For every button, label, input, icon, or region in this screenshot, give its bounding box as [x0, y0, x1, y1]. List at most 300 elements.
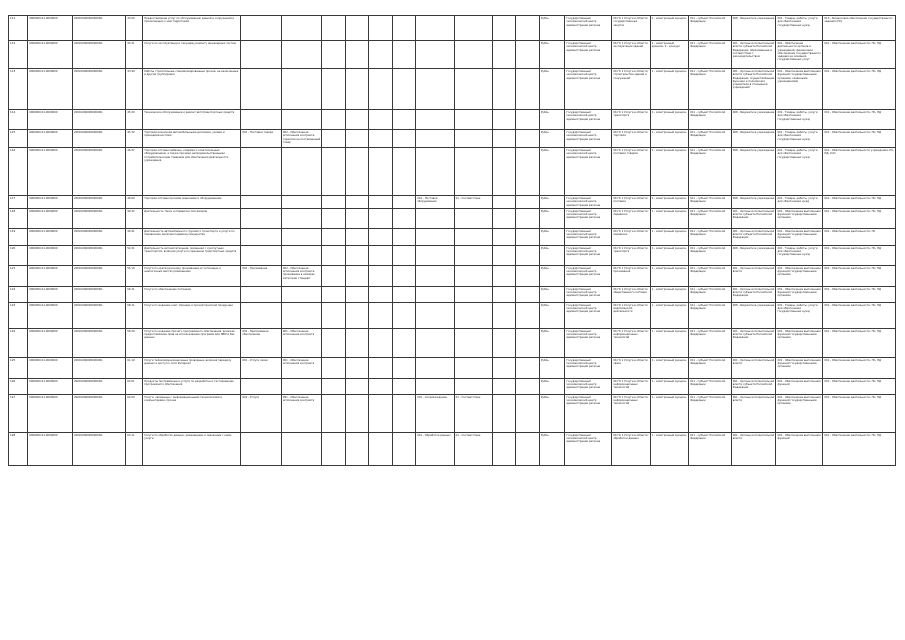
cell-c4 — [392, 16, 415, 41]
cell-form: 1 - электронный аукцион — [650, 148, 688, 196]
table-row — [9, 196, 896, 209]
cell-rule: 06 ГК 1 Услуги в области информационных технологий — [612, 378, 650, 394]
cell-src: Государственный экономический центр администрации региона — [565, 69, 612, 110]
cell-c4 — [392, 41, 415, 69]
cell-type: 001 - Органы исполнительной власти — [731, 432, 776, 465]
cell-c7 — [492, 208, 515, 228]
cell-note: 001 - Обеспечение деятельности учреждения, ПС, НД, 0,01 — [823, 148, 896, 196]
cell-name: Торговля оптовая мебелью, коврами и осветительным оборудованием, а также прочими непродовольственными потребительскими товарами для обеспечения деятельности учреждения — [143, 148, 241, 196]
cell-name: Услуги, связанные с информационными технологиями и компьютерами, прочие — [143, 394, 241, 432]
cell-form: 1 - электронный аукцион — [650, 110, 688, 130]
cell-c3 — [369, 208, 392, 228]
cell-id: 0000000-01-0000000 — [28, 110, 73, 130]
cell-c4 — [392, 148, 415, 196]
cell-c5 — [416, 130, 454, 148]
cell-name: Техническое обслуживание и ремонт автотранспортных средств — [143, 110, 241, 130]
cell-cond — [281, 378, 322, 394]
cell-note: 001 - Обеспечение деятельности, ПС, НД — [823, 69, 896, 110]
cell-c3 — [369, 16, 392, 41]
cell-c5 — [416, 16, 454, 41]
cell-name: Работы строительные специализированные прочие, не включенные в другие группировки — [143, 69, 241, 110]
cell-cond — [281, 196, 322, 209]
cell-c2 — [345, 245, 368, 265]
table-row — [9, 302, 896, 328]
cell-res: 001 - Обеспечение выполнения функций государственными органами — [776, 286, 823, 302]
cell-org: 011 - субъект Российской Федерации — [689, 302, 732, 328]
cell-req — [241, 69, 282, 110]
cell-code: 58.11 — [126, 302, 143, 328]
cell-c6 — [454, 41, 492, 69]
cell-form: 1 - электронный аукцион — [650, 208, 688, 228]
cell-ikz: 20001000000000000- — [72, 265, 125, 286]
cell-c1 — [322, 110, 345, 130]
cell-c4 — [392, 286, 415, 302]
cell-c6 — [454, 208, 492, 228]
cell-n: 128 — [9, 432, 28, 465]
cell-id: 0000000-01-0000000 — [28, 148, 73, 196]
cell-note: 001 - Обеспечение деятельности, ПС, НД — [823, 265, 896, 286]
cell-n: 122 — [9, 286, 28, 302]
cell-name: Услуги телекоммуникационные проводные, включая передачу данных и доступ к сети Интернет — [143, 357, 241, 378]
cell-name: Торговля оптовая прочими машинами и оборудованием — [143, 196, 241, 209]
cell-code: 46.47 — [126, 148, 143, 196]
cell-res: 001 - Обеспечение выполнения функций государственными органами — [776, 357, 823, 378]
cell-c4 — [392, 228, 415, 245]
cell-c1 — [322, 357, 345, 378]
cell-c7 — [492, 69, 515, 110]
cell-org: 011 - субъект Российской Федерации — [689, 286, 732, 302]
cell-c5: 001 - Сопровождение — [416, 394, 454, 432]
cell-c3 — [369, 228, 392, 245]
cell-code: 58.29 — [126, 328, 143, 357]
cell-c2 — [345, 286, 368, 302]
cell-cond — [281, 245, 322, 265]
cell-unit: Рубль — [539, 394, 565, 432]
table-row — [9, 228, 896, 245]
cell-code: 43.21 — [126, 41, 143, 69]
cell-unit: Рубль — [539, 265, 565, 286]
cell-c7 — [492, 196, 515, 209]
cell-type: 001 - Органы исполнительной власти субъекта Российской Федерации — [731, 286, 776, 302]
cell-name: Услуги по обеспечению питанием — [143, 286, 241, 302]
cell-cond — [281, 286, 322, 302]
cell-form: 1 - электронный аукцион — [650, 69, 688, 110]
cell-ikz: 20001000000000000- — [72, 328, 125, 357]
cell-unit: Рубль — [539, 432, 565, 465]
cell-src: Государственный экономический центр администрации региона — [565, 110, 612, 130]
cell-id: 0000000-01-0000000 — [28, 378, 73, 394]
cell-id: 0000000-01-0000000 — [28, 394, 73, 432]
cell-c4 — [392, 110, 415, 130]
cell-unit: Рубль — [539, 328, 565, 357]
cell-rule: 06 ГК 1 Услуги в области информационных технологий — [612, 394, 650, 432]
cell-ikz: 20001000000000000- — [72, 110, 125, 130]
cell-c2 — [345, 110, 368, 130]
cell-c8 — [516, 130, 539, 148]
cell-c3 — [369, 265, 392, 286]
cell-c7 — [492, 130, 515, 148]
cell-c7 — [492, 41, 515, 69]
cell-c3 — [369, 148, 392, 196]
cell-res: 001 - Товары, работы, услуги для обеспечения нужд — [776, 196, 823, 209]
cell-c7 — [492, 432, 515, 465]
cell-unit: Рубль — [539, 41, 565, 69]
cell-note: 001 - Обеспечение деятельности, ПС, НД — [823, 357, 896, 378]
cell-c6 — [454, 286, 492, 302]
cell-form: 1 - электронный аукцион, 2 - конкурс — [650, 41, 688, 69]
cell-note: 001 - Обеспечение деятельности, ПС, НД — [823, 328, 896, 357]
cell-c5 — [416, 357, 454, 378]
cell-c8 — [516, 69, 539, 110]
cell-n: 115 — [9, 130, 28, 148]
cell-c6 — [454, 378, 492, 394]
cell-c1 — [322, 148, 345, 196]
cell-unit: Рубль — [539, 228, 565, 245]
cell-org: 011 - субъект Российской Федерации — [689, 245, 732, 265]
cell-id: 0000000-01-0000000 — [28, 432, 73, 465]
cell-rule: 06 ГК 1 Услуги в области поставки товаров — [612, 148, 650, 196]
cell-res: 001 - Обеспечение выполнения функций государственными органами — [776, 228, 823, 245]
cell-note: 001 - Обеспечение деятельности, ПС, НД — [823, 208, 896, 228]
cell-id: 0000000-01-0000000 — [28, 196, 73, 209]
cell-c4 — [392, 432, 415, 465]
cell-c4 — [392, 265, 415, 286]
cell-type: 008 - Бюджетное учреждение — [731, 148, 776, 196]
cell-org: 011 - субъект Российской Федерации — [689, 394, 732, 432]
cell-c6 — [454, 110, 492, 130]
cell-id: 0000000-01-0000000 — [28, 302, 73, 328]
cell-c1 — [322, 265, 345, 286]
cell-c4 — [392, 196, 415, 209]
cell-c1 — [322, 378, 345, 394]
cell-type: 001 - Органы исполнительной власти — [731, 394, 776, 432]
cell-form: 1 - электронный аукцион — [650, 130, 688, 148]
cell-c7 — [492, 394, 515, 432]
cell-c2 — [345, 130, 368, 148]
table-row — [9, 394, 896, 432]
cell-cond: 002 - Обеспечение исполнения контракта, проживание в номерах категории стандарт — [281, 265, 322, 286]
cell-ikz: 20001000000000000- — [72, 228, 125, 245]
cell-type: 008 - Бюджетное учреждение — [731, 110, 776, 130]
cell-src: Государственный экономический центр администрации региона — [565, 228, 612, 245]
cell-req — [241, 286, 282, 302]
cell-c8 — [516, 16, 539, 41]
cell-code: 52.21 — [126, 245, 143, 265]
table-row — [9, 286, 896, 302]
cell-c6 — [454, 16, 492, 41]
cell-cond — [281, 148, 322, 196]
cell-n: 118 — [9, 208, 28, 228]
cell-c7 — [492, 357, 515, 378]
cell-code: 46.69 — [126, 196, 143, 209]
table-row — [9, 208, 896, 228]
cell-org: 011 - субъект Российской Федерации — [689, 378, 732, 394]
cell-id: 0000000-01-0000000 — [28, 69, 73, 110]
cell-c5 — [416, 41, 454, 69]
cell-id: 0000000-01-0000000 — [28, 328, 73, 357]
cell-name: Деятельность вспомогательная, связанная с сухопутным транспортом, включая услуги по хранению транспортных средств — [143, 245, 241, 265]
cell-form: 1 - электронный аукцион — [650, 328, 688, 357]
table-row — [9, 130, 896, 148]
table-row — [9, 432, 896, 465]
cell-form: 1 - электронный аукцион — [650, 228, 688, 245]
cell-c6 — [454, 265, 492, 286]
cell-form: 1 - электронный аукцион — [650, 196, 688, 209]
cell-c6 — [454, 130, 492, 148]
cell-res: 001 - Обеспечение выполнения функций государственными органами — [776, 265, 823, 286]
cell-id: 0000000-01-0000000 — [28, 228, 73, 245]
cell-n: 117 — [9, 196, 28, 209]
cell-c6 — [454, 228, 492, 245]
cell-c3 — [369, 41, 392, 69]
cell-rule: 06 ГК 1 Услуги в области поставки — [612, 196, 650, 209]
cell-type: 001 - Органы исполнительной власти субъекта Российской Федерации, образованные в соответствии с законодательством — [731, 41, 776, 69]
cell-code: 62.09 — [126, 394, 143, 432]
cell-res: 001 - Товары, работы, услуги для обеспечения государственных нужд — [776, 110, 823, 130]
cell-c6 — [454, 302, 492, 328]
cell-src: Государственный экономический центр администрации региона — [565, 16, 612, 41]
cell-name: Услуги по изданию книг, брошюр и прочей печатной продукции — [143, 302, 241, 328]
cell-src: Государственный экономический центр администрации региона — [565, 328, 612, 357]
cell-res: 001 - Товары, работы, услуги для обеспечения государственных нужд — [776, 16, 823, 41]
cell-c3 — [369, 432, 392, 465]
cell-c5 — [416, 265, 454, 286]
cell-note: 001 - Обеспечение деятельности, ПС, НД — [823, 378, 896, 394]
cell-name: Предоставление услуг по обслуживанию зданий и сооружений и прилегающих к ним территорий — [143, 16, 241, 41]
cell-src: Государственный экономический центр администрации региона — [565, 265, 612, 286]
cell-c1 — [322, 196, 345, 209]
procurement-register-table — [8, 15, 896, 466]
cell-rule: 06 ГК 1 Услуги в области связи — [612, 357, 650, 378]
cell-type: 001 - Органы исполнительной власти субъекта Российской Федерации — [731, 208, 776, 228]
cell-code: 43.99 — [126, 69, 143, 110]
cell-res: 001 - Обеспечение выполнения функций — [776, 432, 823, 465]
cell-c1 — [322, 286, 345, 302]
cell-src: Государственный экономический центр администрации региона — [565, 245, 612, 265]
cell-org: 011 - субъект Российской Федерации — [689, 208, 732, 228]
cell-note: 001 - Обеспечение деятельности, ПС, НД — [823, 41, 896, 69]
cell-c8 — [516, 208, 539, 228]
cell-src: Государственный экономический центр администрации региона — [565, 357, 612, 378]
cell-rule: 06 ГК 1 Услуги в области транспорта — [612, 245, 650, 265]
cell-note: 001 - Обеспечение деятельности, ПС, НД — [823, 394, 896, 432]
cell-code: 49.41 — [126, 228, 143, 245]
cell-res: 001 - Товары, работы, услуги для обеспечения государственных нужд — [776, 148, 823, 196]
cell-c2 — [345, 148, 368, 196]
cell-c5: 001 - Обработка данных — [416, 432, 454, 465]
cell-rule: 06 ГК 1 Услуги в области издательской деятельности — [612, 302, 650, 328]
cell-type: 008 - Бюджетное учреждение — [731, 16, 776, 41]
cell-c6: 01 - Соответствие — [454, 196, 492, 209]
cell-c6 — [454, 245, 492, 265]
table-row — [9, 265, 896, 286]
cell-res: 001 - Товары, работы, услуги для обеспечения государственных нужд — [776, 302, 823, 328]
cell-c5 — [416, 302, 454, 328]
cell-code: 56.21 — [126, 286, 143, 302]
cell-ikz: 20001000000000000- — [72, 302, 125, 328]
cell-c1 — [322, 228, 345, 245]
cell-n: 114 — [9, 110, 28, 130]
cell-code: 45.32 — [126, 130, 143, 148]
cell-c7 — [492, 265, 515, 286]
cell-unit: Рубль — [539, 196, 565, 209]
cell-c3 — [369, 328, 392, 357]
cell-src: Государственный экономический центр администрации региона — [565, 432, 612, 465]
cell-c2 — [345, 228, 368, 245]
cell-c8 — [516, 394, 539, 432]
cell-ikz: 20001000000000000- — [72, 69, 125, 110]
cell-n: 113 — [9, 69, 28, 110]
cell-c4 — [392, 328, 415, 357]
cell-req — [241, 302, 282, 328]
cell-res: 001 - Обеспечение выполнения функций — [776, 378, 823, 394]
cell-id: 0000000-01-0000000 — [28, 245, 73, 265]
cell-form: 1 - электронный аукцион — [650, 245, 688, 265]
cell-unit: Рубль — [539, 208, 565, 228]
cell-unit: Рубль — [539, 302, 565, 328]
cell-c8 — [516, 265, 539, 286]
cell-form: 1 - электронный аукцион — [650, 286, 688, 302]
cell-id: 0000000-01-0000000 — [28, 357, 73, 378]
cell-org: 011 - субъект Российской Федерации — [689, 357, 732, 378]
cell-c6 — [454, 148, 492, 196]
cell-c3 — [369, 110, 392, 130]
cell-c6 — [454, 328, 492, 357]
cell-c2 — [345, 432, 368, 465]
cell-org: 011 - субъект Российской Федерации — [689, 265, 732, 286]
cell-c5 — [416, 208, 454, 228]
cell-cond — [281, 302, 322, 328]
cell-unit: Рубль — [539, 16, 565, 41]
table-row — [9, 328, 896, 357]
cell-unit: Рубль — [539, 110, 565, 130]
cell-cond: 002 - Обеспечение исполнения контракта, гарантия на поставленный товар — [281, 130, 322, 148]
cell-c1 — [322, 41, 345, 69]
cell-type: 001 - Органы исполнительной власти — [731, 357, 776, 378]
cell-src: Государственный экономический центр администрации региона — [565, 302, 612, 328]
cell-name: Услуги по обработке данных, размещению и связанные с ними услуги — [143, 432, 241, 465]
cell-cond — [281, 16, 322, 41]
cell-cond: 001 - Обеспечение исполнения контракта — [281, 328, 322, 357]
cell-src: Государственный экономический центр администрации региона — [565, 286, 612, 302]
cell-code: 43.00 — [126, 16, 143, 41]
cell-req — [241, 432, 282, 465]
cell-c7 — [492, 286, 515, 302]
cell-code: 49.32 — [126, 208, 143, 228]
cell-c8 — [516, 228, 539, 245]
cell-n: 127 — [9, 394, 28, 432]
cell-org: 011 - субъект Российской Федерации — [689, 69, 732, 110]
cell-c1 — [322, 394, 345, 432]
cell-n: 119 — [9, 228, 28, 245]
cell-c8 — [516, 148, 539, 196]
cell-c4 — [392, 130, 415, 148]
cell-type: 008 - Бюджетное учреждение — [731, 302, 776, 328]
cell-rule: 06 ГК 1 Услуги в области перевозок — [612, 228, 650, 245]
cell-c2 — [345, 328, 368, 357]
cell-n: 121 — [9, 265, 28, 286]
cell-c3 — [369, 196, 392, 209]
cell-c5: 001 - Поставка оборудования — [416, 196, 454, 209]
cell-org: 011 - субъект Российской Федерации — [689, 110, 732, 130]
cell-form: 1 - электронный аукцион — [650, 302, 688, 328]
cell-code: 62.01 — [126, 378, 143, 394]
cell-cond — [281, 228, 322, 245]
cell-req — [241, 228, 282, 245]
cell-id: 0000000-01-0000000 — [28, 208, 73, 228]
cell-org: 011 - субъект Российской Федерации — [689, 228, 732, 245]
cell-type: 001 - Органы исполнительной власти — [731, 265, 776, 286]
cell-c7 — [492, 245, 515, 265]
table-row — [9, 41, 896, 69]
cell-c8 — [516, 41, 539, 69]
cell-id: 0000000-01-0000000 — [28, 265, 73, 286]
cell-name: Услуги по эксплуатации и текущему ремонту инженерных систем — [143, 41, 241, 69]
cell-cond — [281, 69, 322, 110]
cell-unit: Рубль — [539, 378, 565, 394]
cell-src: Государственный экономический центр администрации региона — [565, 394, 612, 432]
cell-req — [241, 16, 282, 41]
cell-c2 — [345, 196, 368, 209]
table-row — [9, 357, 896, 378]
cell-id: 0000000-01-0000000 — [28, 130, 73, 148]
cell-c7 — [492, 148, 515, 196]
cell-req: 001 - Поставка товара — [241, 130, 282, 148]
cell-req — [241, 41, 282, 69]
cell-code: 55.10 — [126, 265, 143, 286]
cell-form: 1 - электронный аукцион — [650, 16, 688, 41]
cell-ikz: 20001000000000000- — [72, 378, 125, 394]
cell-c2 — [345, 69, 368, 110]
cell-c1 — [322, 16, 345, 41]
cell-c8 — [516, 378, 539, 394]
cell-c2 — [345, 208, 368, 228]
cell-res: 001 - Обеспечение выполнения функций государственными органами, казенными учреждениями — [776, 69, 823, 110]
cell-req: 001 - Программное обеспечение — [241, 328, 282, 357]
cell-c5 — [416, 378, 454, 394]
cell-form: 1 - электронный аукцион — [650, 394, 688, 432]
cell-c8 — [516, 286, 539, 302]
cell-c3 — [369, 357, 392, 378]
cell-ikz: 20001000000000000- — [72, 208, 125, 228]
cell-rule: 06 ГК 1 Услуги в области перевозок — [612, 208, 650, 228]
cell-src: Государственный экономический центр администрации региона — [565, 41, 612, 69]
cell-c7 — [492, 110, 515, 130]
cell-n: 125 — [9, 357, 28, 378]
cell-ikz: 20001000000000000- — [72, 286, 125, 302]
cell-src: Государственный экономический центр администрации региона — [565, 196, 612, 209]
cell-id: 0000000-01-0000000 — [28, 286, 73, 302]
cell-n: 112 — [9, 41, 28, 69]
cell-n: 123 — [9, 302, 28, 328]
cell-c8 — [516, 302, 539, 328]
cell-c3 — [369, 394, 392, 432]
cell-code: 63.11 — [126, 432, 143, 465]
cell-n: 111 — [9, 16, 28, 41]
cell-req — [241, 208, 282, 228]
cell-cond — [281, 41, 322, 69]
cell-note: 001 - Обеспечение деятельности, ПС, НД — [823, 110, 896, 130]
cell-c5 — [416, 245, 454, 265]
cell-cond: 001 - Обеспечение исполнения контракта — [281, 357, 322, 378]
cell-c1 — [322, 302, 345, 328]
cell-type: 001 - Органы исполнительной власти субъекта Российской Федерации — [731, 378, 776, 394]
cell-n: 116 — [9, 148, 28, 196]
cell-c1 — [322, 328, 345, 357]
cell-res: 001 - Обеспечение деятельности органов и учреждений, финансовое обеспечение государственного задания на оказание государственных услуг — [776, 41, 823, 69]
cell-c8 — [516, 110, 539, 130]
cell-unit: Рубль — [539, 148, 565, 196]
